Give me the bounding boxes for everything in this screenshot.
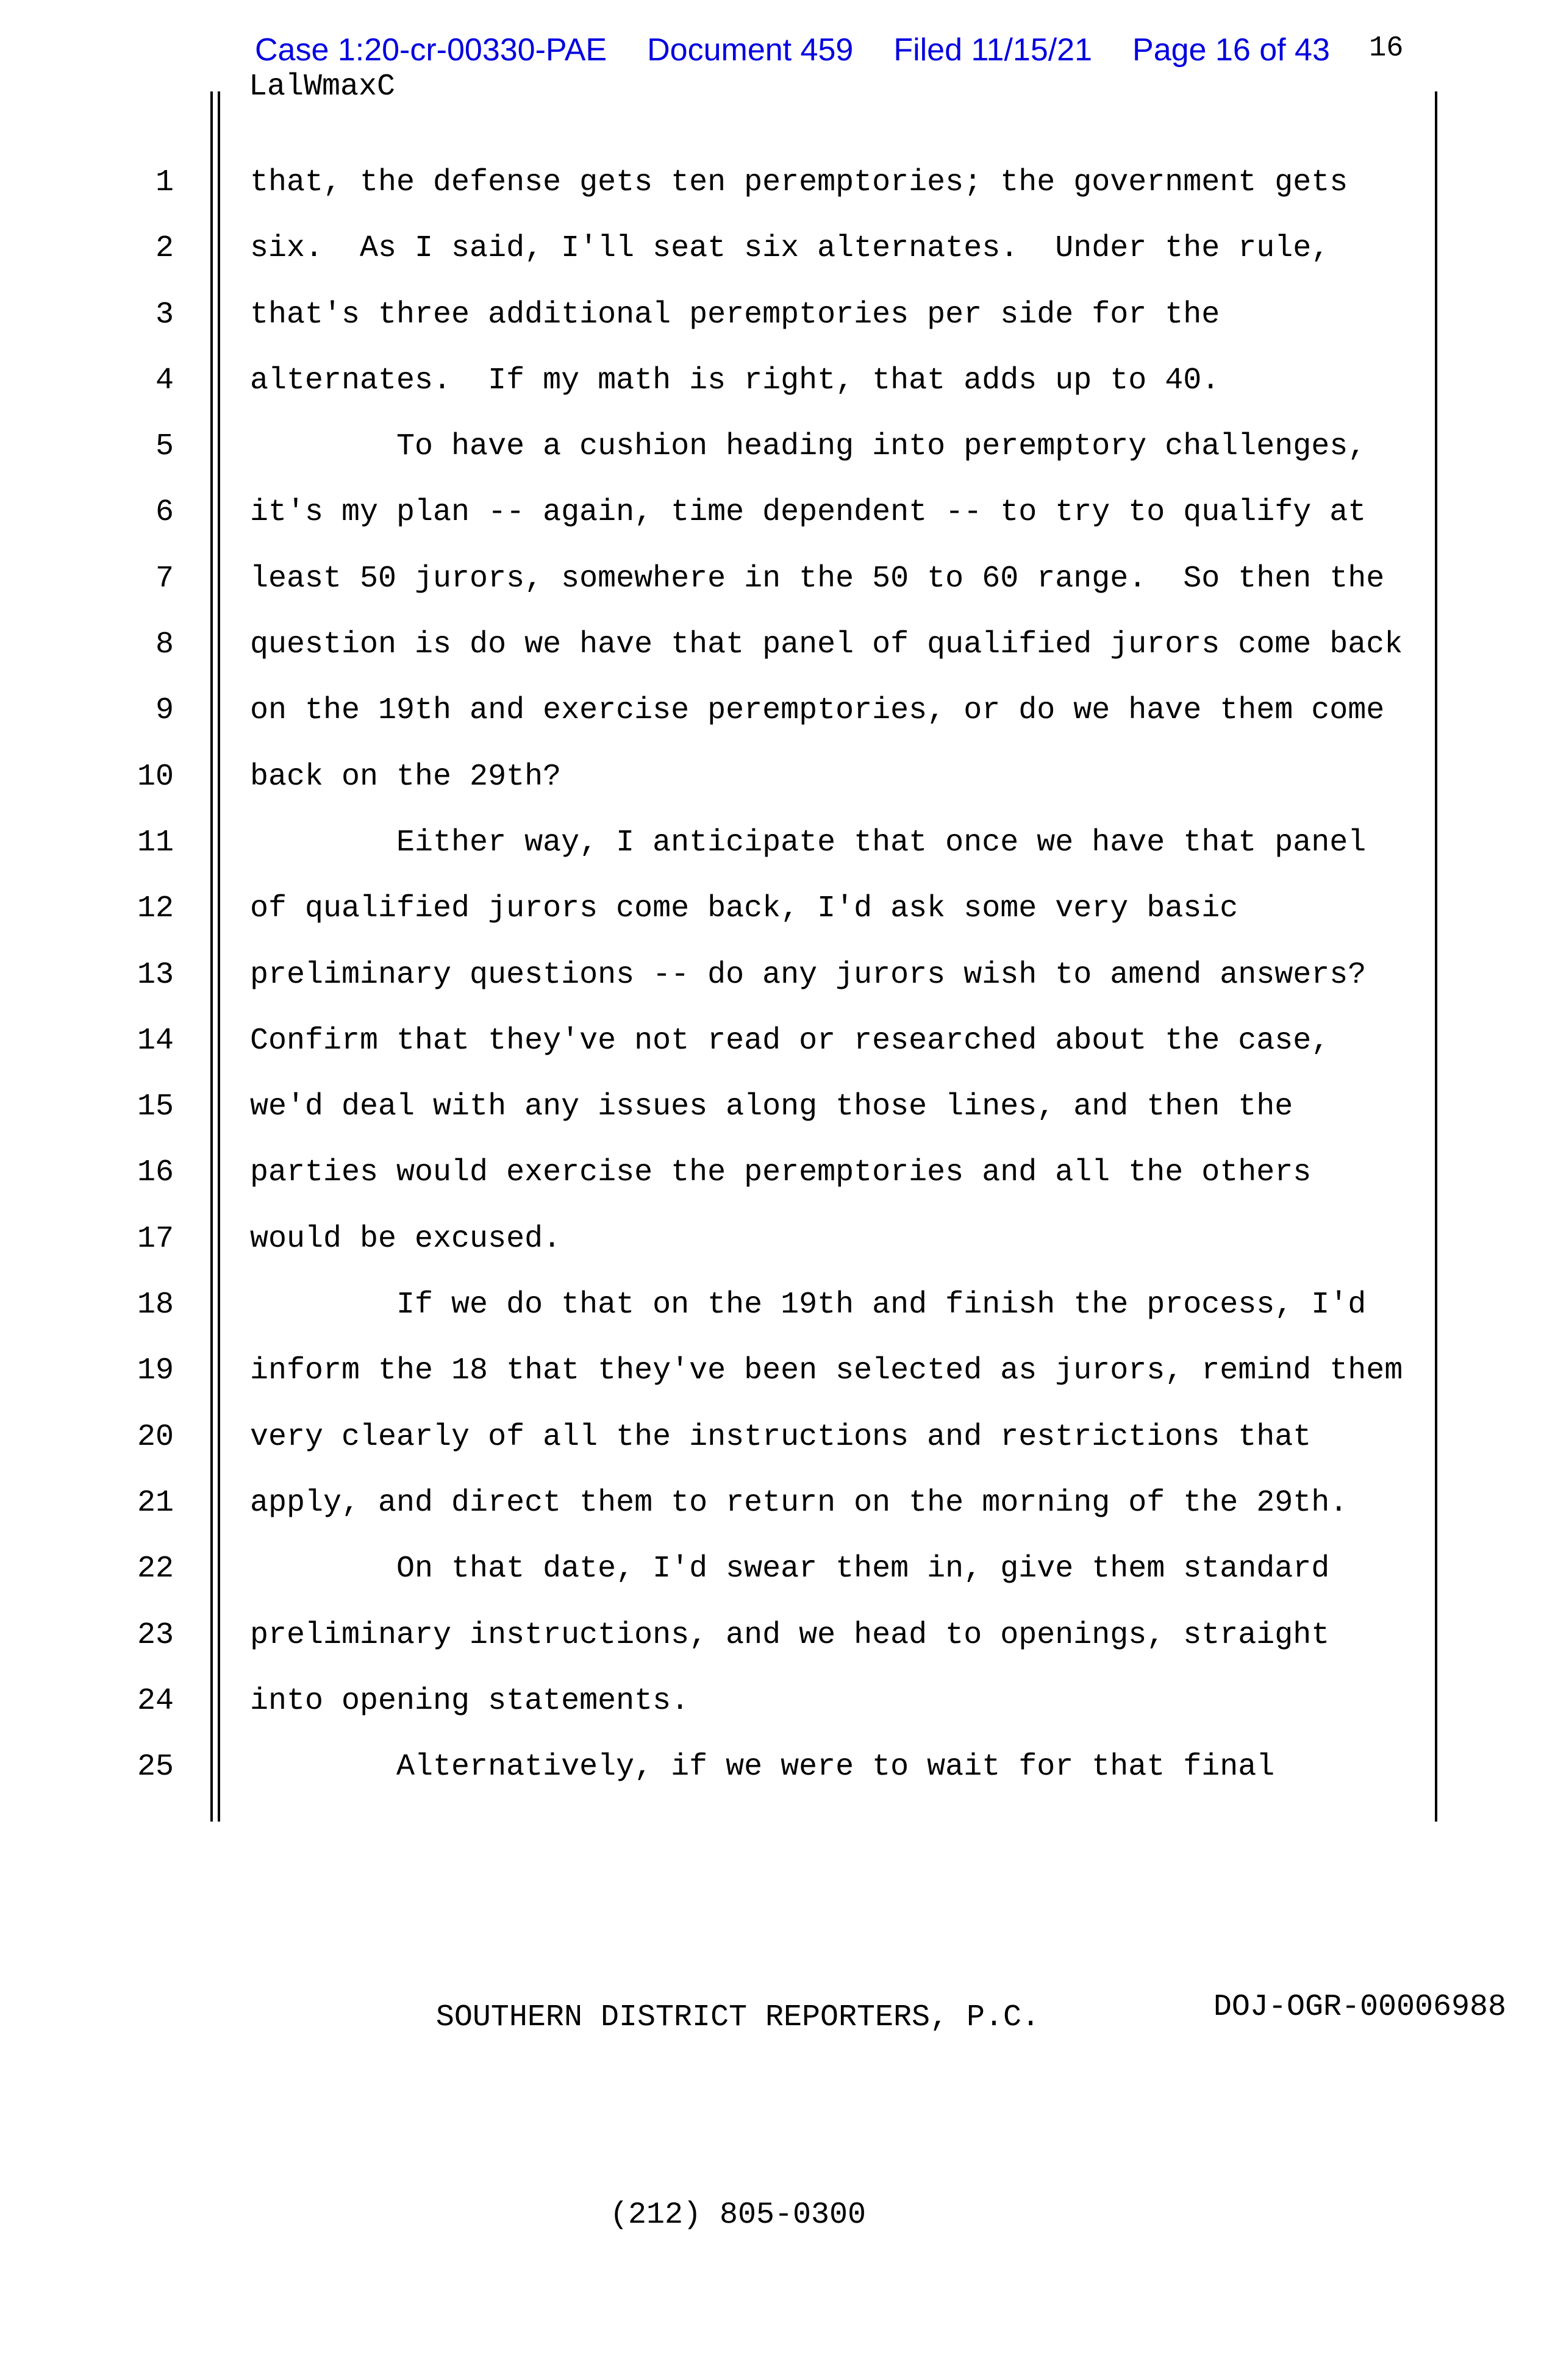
line-number: 11 (137, 825, 174, 860)
transcript-line (91, 150, 1403, 216)
transcript-line (91, 1206, 1403, 1272)
reporter-footer (250, 1853, 1226, 2380)
line-text: back on the 29th? (250, 759, 562, 794)
line-number: 10 (137, 759, 174, 794)
transcript-line (91, 1338, 1403, 1404)
transcript-line (91, 678, 1403, 744)
line-number: 1 (155, 165, 174, 200)
line-text: parties would exercise the peremptories and all the others (250, 1155, 1312, 1191)
line-number: 7 (155, 561, 174, 596)
transcript-line (91, 1074, 1403, 1140)
transcript-line (91, 876, 1403, 942)
line-number: 4 (155, 363, 174, 398)
line-text: preliminary instructions, and we head to openings, straight (250, 1617, 1330, 1653)
transcript-body (91, 150, 1403, 1800)
line-number: 8 (155, 627, 174, 663)
filed-date: Filed 11/15/21 (893, 32, 1093, 68)
line-text: would be excused. (250, 1221, 562, 1256)
transcript-line (91, 744, 1403, 810)
transcript-line (91, 1669, 1403, 1734)
line-text: Confirm that they've not read or researched about the case, (250, 1023, 1330, 1058)
line-number: 14 (137, 1023, 174, 1058)
line-number: 17 (137, 1221, 174, 1256)
line-number: 9 (155, 693, 174, 729)
line-text: inform the 18 that they've been selected as jurors, remind them (250, 1353, 1403, 1389)
right-margin-rule (1435, 91, 1437, 1822)
line-number: 25 (137, 1750, 174, 1785)
document-number: Document 459 (647, 32, 854, 68)
transcript-line (91, 282, 1403, 348)
transcript-line (91, 546, 1403, 612)
transcript-line (91, 1734, 1403, 1800)
line-text: very clearly of all the instructions and restrictions that (250, 1419, 1312, 1455)
line-number: 12 (137, 891, 174, 927)
line-number: 5 (155, 429, 174, 465)
line-text: Alternatively, if we were to wait for that final (250, 1750, 1275, 1785)
line-text: alternates. If my math is right, that adds up to 40. (250, 363, 1220, 398)
transcript-line (91, 942, 1403, 1008)
line-text: On that date, I'd swear them in, give them standard (250, 1552, 1330, 1587)
case-citation: Case 1:20-cr-00330-PAE (255, 32, 607, 68)
line-text: apply, and direct them to return on the morning of the 29th. (250, 1485, 1348, 1520)
line-number: 16 (137, 1155, 174, 1191)
transcript-line (91, 612, 1403, 678)
transcript-line (91, 414, 1403, 480)
reporter-phone: (212) 805-0300 (609, 2198, 867, 2232)
transcript-line (91, 1140, 1403, 1206)
line-number: 24 (137, 1683, 174, 1719)
reporter-name: SOUTHERN DISTRICT REPORTERS, P.C. (435, 2000, 1040, 2035)
transcript-line (91, 1008, 1403, 1074)
line-text: into opening statements. (250, 1683, 690, 1719)
line-number: 20 (137, 1419, 174, 1455)
line-text: of qualified jurors come back, I'd ask some very basic (250, 891, 1239, 927)
line-text: we'd deal with any issues along those lines, and then the (250, 1089, 1293, 1125)
line-text: that, the defense gets ten peremptories; the government gets (250, 165, 1348, 200)
line-text: least 50 jurors, somewhere in the 50 to 60 range. So then the (250, 561, 1385, 596)
transcript-line (91, 1470, 1403, 1536)
transcript-line (91, 1405, 1403, 1470)
line-number: 22 (137, 1552, 174, 1587)
transcript-line (91, 1272, 1403, 1338)
transcript-line (91, 348, 1403, 414)
line-text: on the 19th and exercise peremptories, or do we have them come (250, 693, 1385, 729)
line-text: it's my plan -- again, time dependent -- to try to qualify at (250, 495, 1367, 530)
line-text: preliminary questions -- do any jurors wish to amend answers? (250, 957, 1367, 992)
line-number: 23 (137, 1617, 174, 1653)
line-number: 21 (137, 1485, 174, 1520)
line-number: 2 (155, 231, 174, 266)
line-number: 6 (155, 495, 174, 530)
line-text: If we do that on the 19th and finish the process, I'd (250, 1288, 1367, 1323)
case-stamp-header (255, 34, 1370, 66)
line-text: Either way, I anticipate that once we have that panel (250, 825, 1367, 860)
transcript-line (91, 480, 1403, 546)
line-text: To have a cushion heading into peremptory challenges, (250, 429, 1367, 465)
transcript-line (91, 810, 1403, 876)
line-text: that's three additional peremptories per side for the (250, 297, 1220, 332)
bates-number: DOJ-OGR-00006988 (1213, 1990, 1506, 2025)
line-number: 18 (137, 1288, 174, 1323)
line-number: 19 (137, 1353, 174, 1389)
page-number: 16 (1369, 32, 1404, 65)
line-number: 15 (137, 1089, 174, 1125)
page-of-label: Page 16 of 43 (1132, 32, 1330, 68)
line-number: 3 (155, 297, 174, 332)
line-text: six. As I said, I'll seat six alternates. Under the rule, (250, 231, 1330, 266)
line-number: 13 (137, 957, 174, 992)
session-code: LalWmaxC (249, 69, 396, 104)
line-text: question is do we have that panel of qualified jurors come back (250, 627, 1403, 663)
transcript-line (91, 1603, 1403, 1669)
transcript-line (91, 1536, 1403, 1602)
transcript-line (91, 216, 1403, 282)
